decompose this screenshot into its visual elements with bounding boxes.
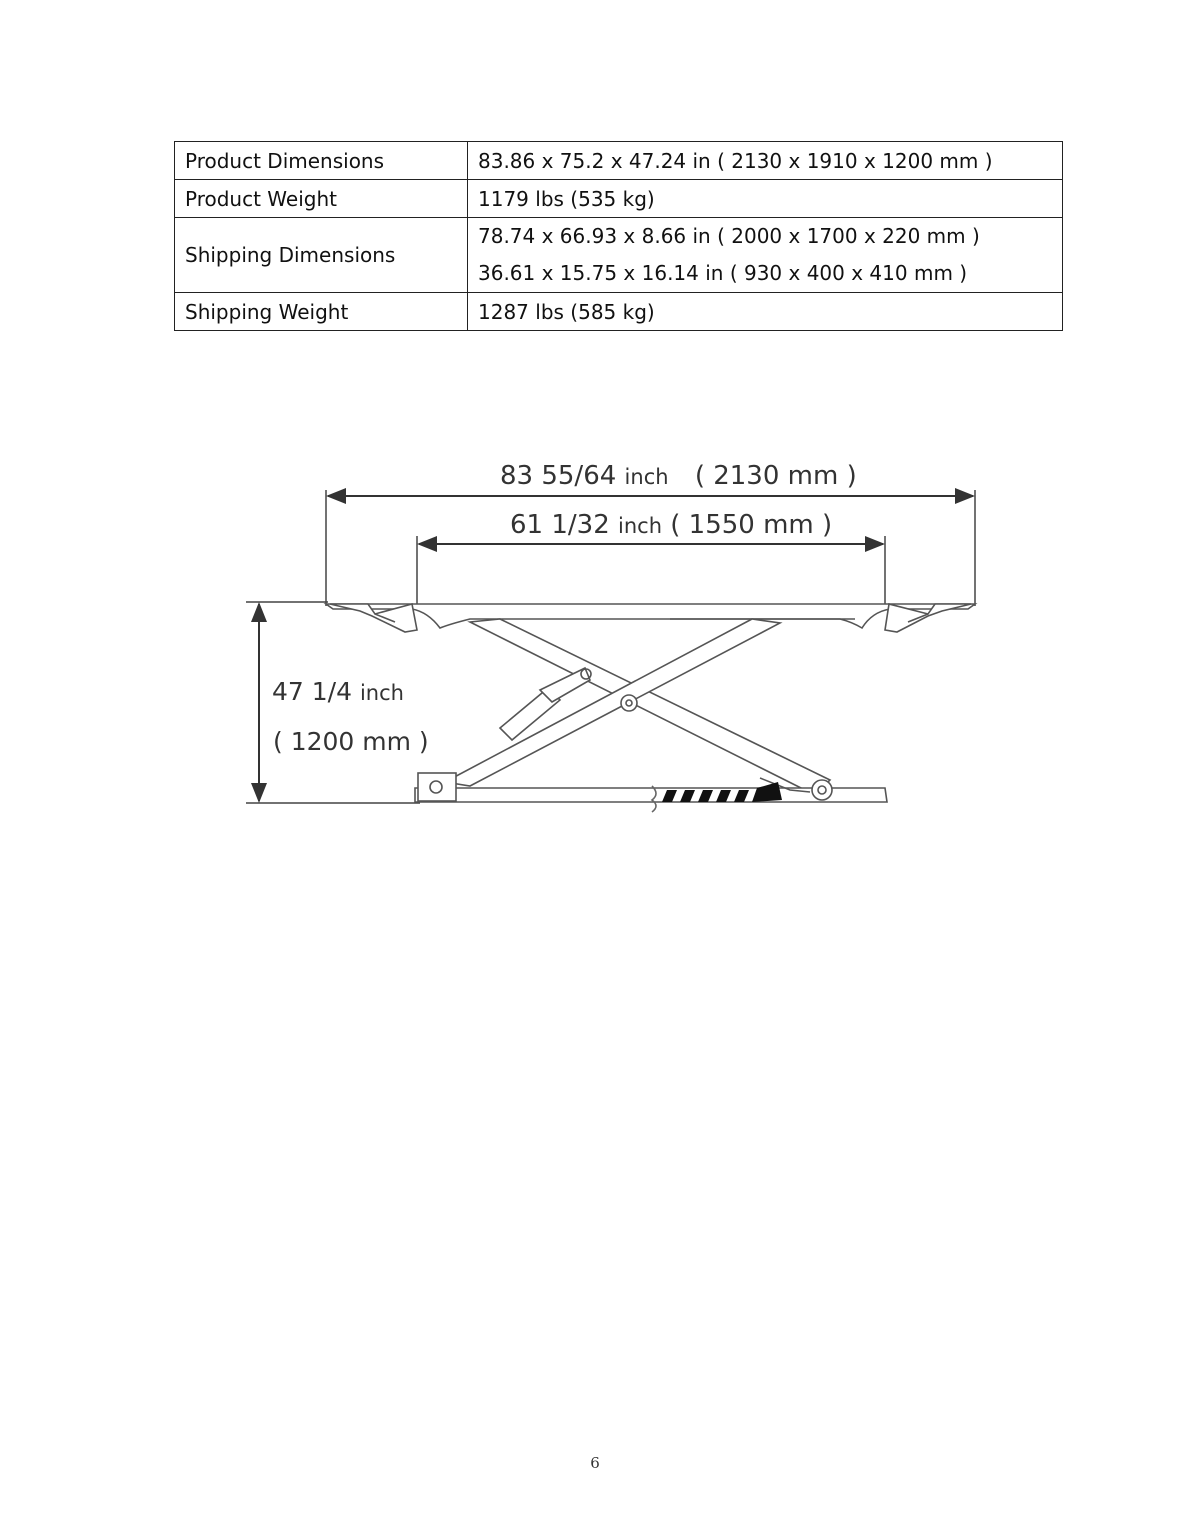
- lift-drawing: [326, 604, 975, 812]
- height-value: 47 1/4: [272, 677, 352, 706]
- svg-text:47 1/4 inch: [272, 677, 404, 706]
- overall-width-value: 83 55/64: [500, 461, 617, 491]
- inner-width-value: 61 1/32: [510, 510, 610, 540]
- product-dimensions-label: Product Dimensions: [175, 142, 468, 180]
- shipping-weight-label: Shipping Weight: [175, 293, 468, 331]
- product-weight-label: Product Weight: [175, 180, 468, 218]
- height-unit: inch: [359, 681, 404, 705]
- overall-width-unit: inch: [624, 465, 669, 489]
- product-weight-value: 1179 lbs (535 kg): [468, 180, 1063, 218]
- height-dimension: [246, 602, 429, 803]
- product-dimensions-value: 83.86 x 75.2 x 47.24 in ( 2130 x 1910 x 1200 mm ): [468, 142, 1063, 180]
- shipping-dimensions-value-1: 78.74 x 66.93 x 8.66 in ( 2000 x 1700 x 220 mm ): [478, 224, 980, 248]
- inner-width-metric: ( 1550 mm ): [670, 510, 833, 540]
- svg-text:61 1/32 inch ( 155: [510, 510, 832, 540]
- inner-width-dimension: [417, 510, 885, 606]
- shipping-dimensions-label: Shipping Dimensions: [175, 218, 468, 293]
- inner-width-unit: inch: [618, 514, 662, 538]
- overall-width-metric: ( 2130 mm ): [694, 461, 857, 491]
- shipping-dimensions-value-2: 36.61 x 15.75 x 16.14 in ( 930 x 400 x 410 mm ): [478, 261, 968, 285]
- shipping-weight-value: 1287 lbs (585 kg): [468, 293, 1063, 331]
- height-metric: ( 1200 mm ): [273, 727, 429, 756]
- page-number: 6: [590, 1454, 600, 1472]
- svg-text:83 55/64 inch ( 21: [500, 461, 857, 491]
